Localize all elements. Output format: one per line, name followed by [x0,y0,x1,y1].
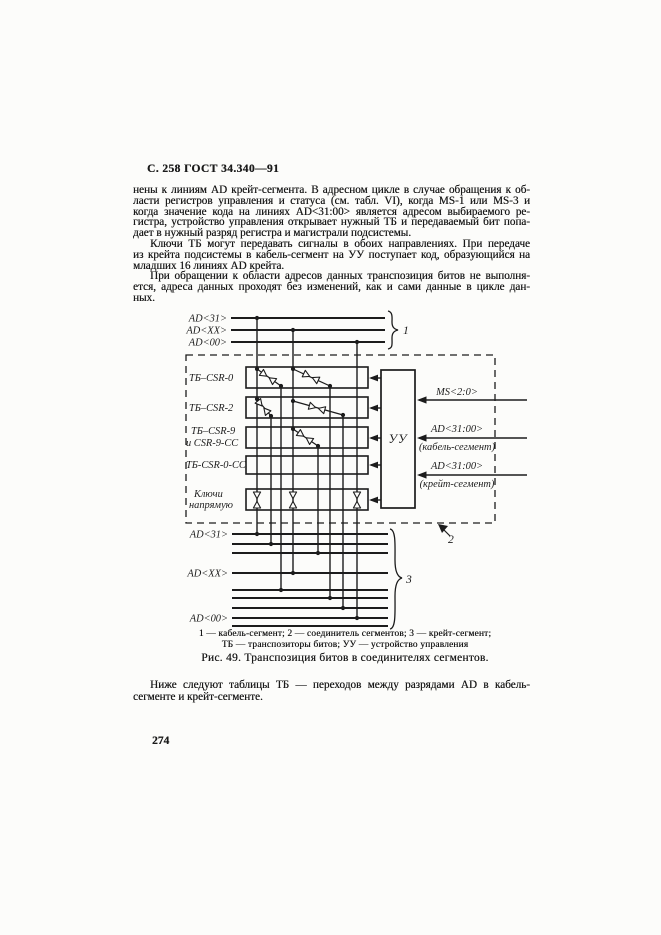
switch-box-label: ТБ–CSR-9 [191,426,236,437]
page-number: 274 [152,735,170,747]
transposer-icons [253,369,360,508]
zone-label-cable: 1 [403,324,409,337]
switch-box-label: напрямую [189,500,234,511]
text-line: При обращении к области адресов данных транспозиция битов не выполня- [150,270,530,283]
input-sublabel: (крейт-сегмент) [419,479,495,490]
text-line: ласти регистров управления и статуса (см. табл. VI), когда MS-1 или MS-3 и [133,194,530,207]
switch-box-labels [186,373,247,511]
text-line: нены к линиям AD крейт-сегмента. В адресном цикле в случае обращения к об- [133,184,530,196]
figure-caption: Рис. 49. Транспозиция битов в соединителях сегментов. [201,652,489,664]
switch-box-label: Ключи [194,489,223,500]
switch-box-label: ТБ–CSR-2 [189,403,234,414]
input-sublabel: (кабель-сегмент) [418,442,496,453]
bus-label: AD<00> [189,613,228,625]
bus-label: AD<00> [188,337,227,349]
text-line: когда значение кода на линиях AD<31:00> является адресом выбираемого ре- [133,205,530,218]
switch-box-label: и CSR-9-СС [186,438,239,449]
crate-segment-bus [232,534,388,626]
input-label: AD<31:00> [430,461,484,472]
bus-label: AD<XX> [186,325,227,337]
zone-2-pointer [438,524,454,546]
figure-legend [30,629,660,651]
zone-label-connector: 2 [448,533,454,546]
text-line: младших 16 линиях AD крейта. [133,259,285,272]
control-arrows [369,375,381,504]
crate-segment-bus-labels [186,530,228,625]
running-header: С. 258 ГОСТ 34.340—91 [147,163,280,175]
control-unit [381,370,415,508]
zone-label-crate: 3 [406,573,412,586]
text-line: из крейта подсистемы в кабель-сегмент на УУ поступает код, образующийся на [133,248,530,261]
legend-line: ТБ — транспозиторы битов; УУ — устройство управления [221,639,469,650]
text-line: ных. [133,291,155,304]
switch-box-label: ТБ–CSR-0 [189,373,234,384]
text-line: сегменте и крейт-сегменте. [133,691,263,704]
zone-1-brace [388,311,398,349]
bus-label: AD<31> [188,313,227,325]
text-line: ется, адреса данных проходят без изменений, как и сами данные в цикле дан- [133,281,530,294]
text-line: Ниже следуют таблицы ТБ — переходов между разрядами AD в кабель- [150,679,530,691]
control-inputs [417,387,527,490]
cable-segment-bus-labels [185,314,227,349]
text-line: гистра, устройство управления открывает нужный ТБ и передаваемый бит попа- [133,216,530,229]
input-label: MS<2:0> [436,387,478,398]
bus-label: AD<31> [189,529,228,541]
zone-3-brace [390,529,402,629]
closing-text [133,679,530,703]
cable-segment-bus [231,318,385,342]
figure-diagram [0,302,661,640]
switch-box-label: ТБ-CSR-0-СС [186,460,246,471]
body-text [133,185,530,304]
control-unit-label: УУ [388,432,408,446]
text-line: Ключи ТБ могут передавать сигналы в обоих направлениях. При передаче [150,237,530,250]
text-line: дает в нужный разряд регистра и магистрали подсистемы. [133,227,411,240]
bus-label: AD<XX> [187,568,228,580]
input-label: AD<31:00> [430,424,484,435]
legend-line: 1 — кабель-сегмент; 2 — соединитель сегментов; 3 — крейт-сегмент; [198,629,492,639]
